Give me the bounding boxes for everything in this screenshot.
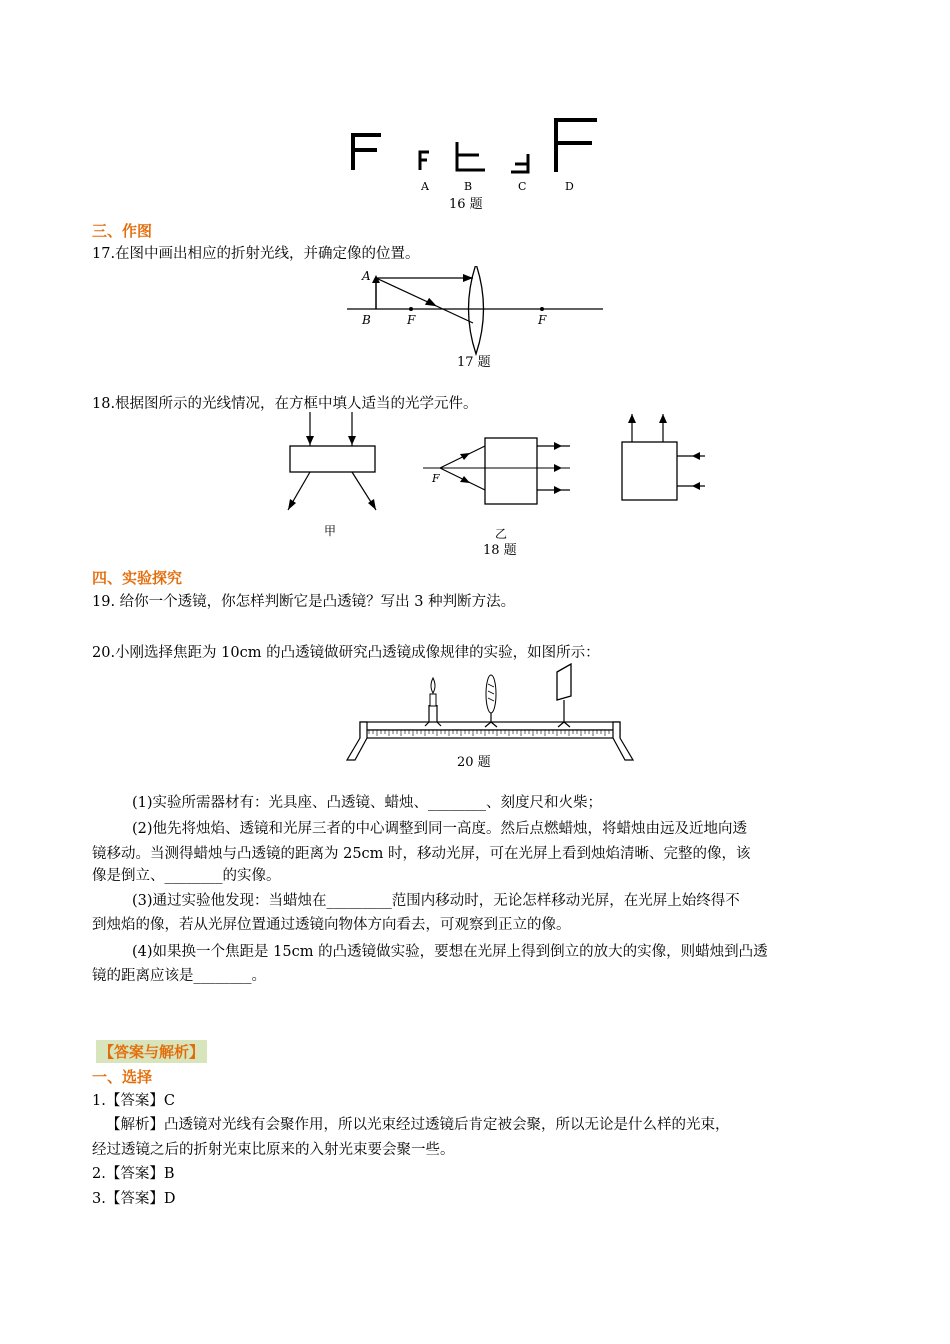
figure-20 xyxy=(345,660,635,772)
diagram-jia xyxy=(288,412,376,538)
label-b: B xyxy=(464,180,473,193)
label-a: A xyxy=(421,180,429,193)
label-point-b: B xyxy=(362,313,371,327)
answer-1: 1.【答案】C xyxy=(92,1093,175,1109)
image-option-a xyxy=(420,152,429,170)
question-20: 20.小刚选择焦距为 10cm 的凸透镜做研究凸透镜成像规律的实验，如图所示： xyxy=(92,645,600,661)
section-3-title: 三、作图 xyxy=(92,222,153,240)
label-yi: 乙 xyxy=(495,527,508,541)
q20-part-4-line-2: 镜的距离应该是________。 xyxy=(92,968,266,984)
convex-lens xyxy=(485,675,497,727)
diagram-bing xyxy=(622,414,705,500)
figure-16-caption: 16 题 xyxy=(449,197,483,212)
image-option-b xyxy=(457,142,485,170)
q20-part-1: (1)实验所需器材有：光具座、凸透镜、蜡烛、________、刻度尺和火柴； xyxy=(132,795,603,811)
candle xyxy=(425,678,441,726)
answer-3: 3.【答案】D xyxy=(92,1191,176,1207)
section-4-title: 四、实验探究 xyxy=(92,569,183,587)
answer-1-explanation-line-1: 【解析】凸透镜对光线有会聚作用，所以光束经过透镜后肯定被会聚，所以无论是什么样的光束， xyxy=(106,1117,730,1133)
q20-part-3-line-1: (3)通过实验他发现：当蜡烛在_________范围内移动时，无论怎样移动光屏，在光屏上始终得不 xyxy=(132,893,740,909)
diagram-yi xyxy=(423,438,570,558)
answers-header: 【答案与解析】 xyxy=(96,1040,207,1063)
figure-16 xyxy=(345,112,610,214)
q20-part-4-line-1: (4)如果换一个焦距是 15cm 的凸透镜做实验，要想在光屏上得到倒立的放大的实像，则蜡烛到凸透 xyxy=(132,944,768,960)
answers-section-1: 一、选择 xyxy=(92,1068,153,1086)
figure-18-caption: 18 题 xyxy=(483,543,517,558)
answer-1-explanation-line-2: 经过透镜之后的折射光束比原来的入射光束要会聚一些。 xyxy=(92,1142,455,1158)
answer-2: 2.【答案】B xyxy=(92,1166,175,1182)
figure-17 xyxy=(345,266,607,372)
label-point-a: A xyxy=(362,269,371,283)
label-focus: F xyxy=(432,472,440,485)
figure-17-caption: 17 题 xyxy=(457,355,491,370)
label-d: D xyxy=(565,180,574,193)
label-focus-left: F xyxy=(407,313,416,327)
q20-part-2-line-3: 像是倒立、________的实像。 xyxy=(92,868,281,884)
image-option-c xyxy=(511,154,528,172)
question-18: 18.根据图所示的光线情况，在方框中填人适当的光学元件。 xyxy=(92,396,478,412)
question-19: 19. 给你一个透镜，你怎样判断它是凸透镜？写出 3 种判断方法。 xyxy=(92,594,516,610)
label-jia: 甲 xyxy=(324,524,337,538)
figure-18 xyxy=(280,410,710,562)
q20-part-2-line-2: 镜移动。当测得蜡烛与凸透镜的距离为 25cm 时，移动光屏，可在光屏上看到烛焰清晰、完整的像，该 xyxy=(92,846,751,862)
light-screen xyxy=(557,664,571,727)
image-option-d xyxy=(556,120,597,172)
letter-f-original xyxy=(353,135,381,170)
q20-part-2-line-1: (2)他先将烛焰、透镜和光屏三者的中心调整到同一高度。然后点燃蜡烛，将蜡烛由远及近地向透 xyxy=(132,821,748,837)
question-17: 17.在图中画出相应的折射光线，并确定像的位置。 xyxy=(92,246,420,262)
label-focus-right: F xyxy=(538,313,547,327)
q20-part-3-line-2: 到烛焰的像，若从光屏位置通过透镜向物体方向看去，可观察到正立的像。 xyxy=(92,917,571,933)
label-c: C xyxy=(518,180,527,193)
figure-20-caption: 20 题 xyxy=(457,755,491,770)
